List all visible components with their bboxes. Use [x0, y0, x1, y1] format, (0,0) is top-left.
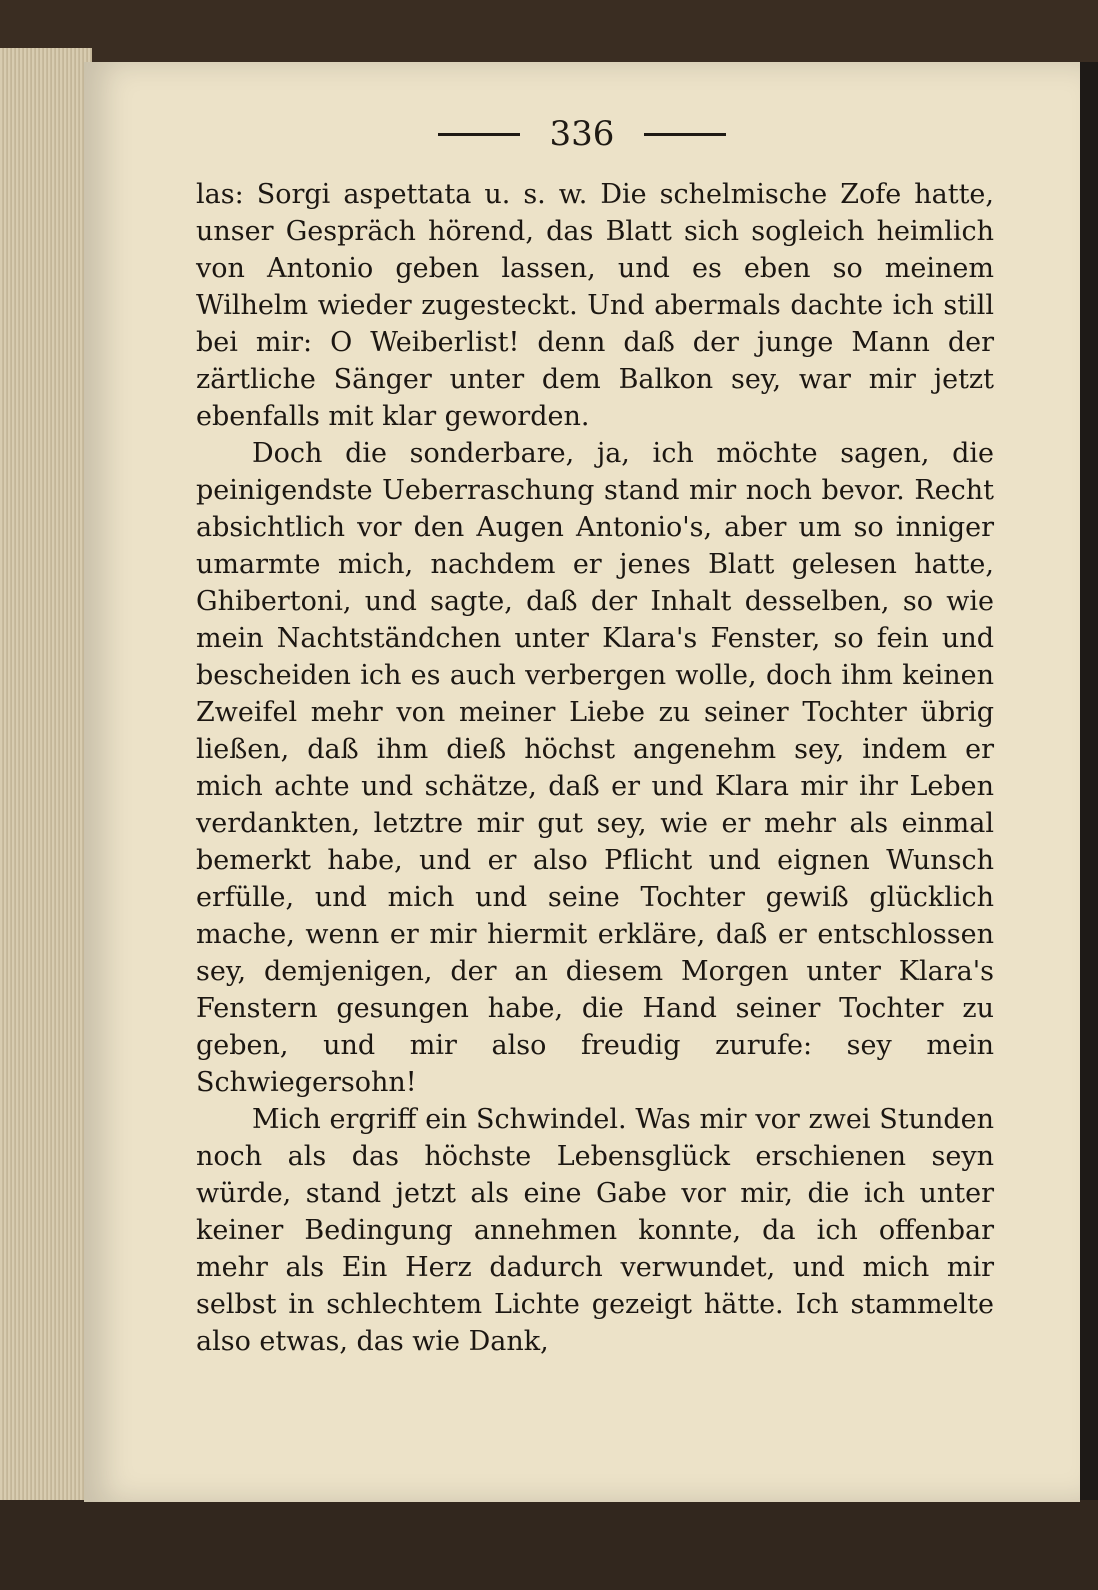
- page-header: [84, 114, 1080, 154]
- book-page: [84, 62, 1080, 1502]
- header-rule-left: [438, 133, 520, 136]
- paragraph-3: Mich ergriff ein Schwindel. Was mir vor zwei Stunden noch als das höchste Lebensglück erschienen seyn würde, stand jetzt als eine Gabe vor mir, die ich unter keiner Bedingung annehmen konnte, da ich offenbar mehr als Ein Herz dadurch verwundet, und mich mir selbst in schlechtem Lichte gezeigt hätte. Ich stammelte also etwas, das wie Dank,: [196, 1104, 994, 1357]
- body-text: [196, 176, 994, 1360]
- book-cover-bottom: [0, 1500, 1098, 1590]
- paragraph-1: las: Sorgi aspettata u. s. w. Die schelmische Zofe hatte, unser Gespräch hörend, das Blatt sich sogleich heimlich von Antonio geben lassen, und es eben so meinem Wilhelm wieder zugesteckt. Und abermals dachte ich still bei mir: O Weiberlist! denn daß der junge Mann der zärtliche Sänger unter dem Balkon sey, war mir jetzt ebenfalls mit klar geworden.: [196, 179, 994, 432]
- book-cover-top: [0, 0, 1098, 62]
- page-number: 336: [549, 114, 615, 154]
- header-rule-right: [644, 133, 726, 136]
- page-edges: [0, 48, 92, 1508]
- paragraph-2: Doch die sonderbare, ja, ich möchte sagen, die peinigendste Ueberraschung stand mir noch bevor. Recht absichtlich vor den Augen Antonio's, aber um so inniger umarmte mich, nachdem er jenes Blatt gelesen hatte, Ghibertoni, und sagte, daß der Inhalt desselben, so wie mein Nachtständchen unter Klara's Fenster, so fein und bescheiden ich es auch verbergen wolle, doch ihm keinen Zweifel mehr von meiner Liebe zu seiner Tochter übrig ließen, daß ihm dieß höchst angenehm sey, indem er mich achte und schätze, daß er und Klara mir ihr Leben verdankten, letztre mir gut sey, wie er mehr als einmal bemerkt habe, und er also Pflicht und eignen Wunsch erfülle, und mich und seine Tochter gewiß glücklich mache, wenn er mir hiermit erkläre, daß er entschlossen sey, demjenigen, der an diesem Morgen unter Klara's Fenstern gesungen habe, die Hand seiner Tochter zu geben, und mir also freudig zurufe: sey mein Schwiegersohn!: [196, 438, 994, 1098]
